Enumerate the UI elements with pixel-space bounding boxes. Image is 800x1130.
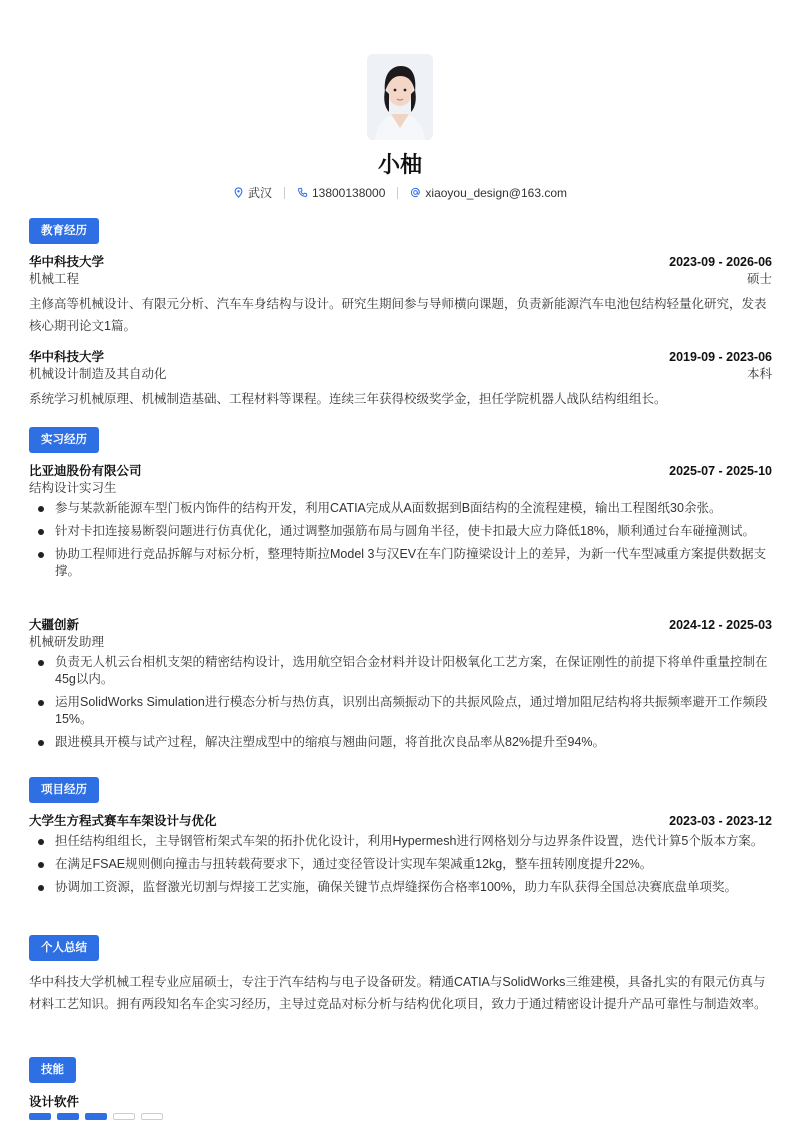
project-name: 大学生方程式赛车车架设计与优化	[29, 814, 217, 828]
email-text: xiaoyou_design@163.com	[425, 185, 568, 200]
education-period: 2023-09 - 2026-06	[669, 255, 772, 269]
profile-photo	[367, 54, 433, 140]
internship-role: 机械研发助理	[29, 635, 105, 649]
section-title-education: 教育经历	[29, 218, 99, 244]
education-item-header	[29, 349, 772, 366]
list-item: 参与某款新能源车型门板内饰件的结构开发，利用CATIA完成从A面数据到B面结构的全流程建模，输出工程图纸30余张。	[29, 500, 772, 517]
phone-icon	[297, 187, 308, 198]
city-text: 武汉	[247, 186, 272, 200]
skill-level-segment	[29, 1113, 51, 1120]
internship-bullets	[29, 500, 772, 586]
list-item: 运用SolidWorks Simulation进行模态分析与热仿真，识别出高频振动下的共振风险点，通过增加阻尼结构将共振频率避开工作频段15%。	[29, 694, 772, 728]
section-title-projects: 项目经历	[29, 777, 99, 803]
education-period: 2019-09 - 2023-06	[669, 350, 772, 364]
list-item: 针对卡扣连接易断裂问题进行仿真优化，通过调整加强筋布局与圆角半径，使卡扣最大应力降低18%，顺利通过台车碰撞测试。	[29, 523, 772, 540]
skill-level-segment	[113, 1113, 135, 1120]
contact-email	[410, 186, 567, 200]
project-item-header	[29, 813, 772, 830]
education-item-header	[29, 254, 772, 271]
degree: 本科	[746, 367, 772, 381]
at-sign-icon	[410, 187, 421, 198]
list-item: 跟进模具开模与试产过程，解决注塑成型中的缩痕与翘曲问题，将首批次良品率从82%提升至94%。	[29, 734, 772, 751]
internship-role-row	[29, 480, 772, 497]
project-bullets	[29, 833, 772, 902]
list-item: 协助工程师进行竞品拆解与对标分析，整理特斯拉Model 3与汉EV在车门防撞梁设计上的差异，为新一代车型减重方案提供数据支撑。	[29, 546, 772, 580]
internship-item-header	[29, 617, 772, 634]
list-item: 担任结构组组长，主导钢管桁架式车架的拓扑优化设计，利用Hypermesh进行网格划分与边界条件设置，迭代计算5个版本方案。	[29, 833, 772, 850]
list-item: 协调加工资源，监督激光切割与焊接工艺实施，确保关键节点焊缝探伤合格率100%，助力车队获得全国总决赛底盘单项奖。	[29, 879, 772, 896]
internship-period: 2025-07 - 2025-10	[669, 464, 772, 478]
section-title-internship: 实习经历	[29, 427, 99, 453]
education-item-sub	[29, 271, 772, 288]
school-name: 华中科技大学	[29, 255, 105, 269]
internship-role: 结构设计实习生	[29, 481, 117, 495]
phone-text: 13800138000	[311, 185, 386, 200]
contact-divider	[284, 187, 285, 199]
list-item: 在满足FSAE规则侧向撞击与扭转载荷要求下，通过变径管设计实现车架减重12kg，整车扭转刚度提升22%。	[29, 856, 772, 873]
company-name: 大疆创新	[29, 618, 80, 632]
internship-bullets	[29, 654, 772, 757]
skill-level-segment	[141, 1113, 163, 1120]
education-item-sub	[29, 366, 772, 383]
contact-info	[0, 184, 800, 201]
degree: 硕士	[746, 272, 772, 286]
internship-role-row	[29, 634, 772, 651]
skill-name: 设计软件	[29, 1095, 80, 1109]
major: 机械工程	[29, 272, 80, 286]
summary-text: 华中科技大学机械工程专业应届硕士，专注于汽车结构与电子设备研发。精通CATIA与SolidWorks三维建模，具备扎实的有限元仿真与材料工艺知识。拥有两段知名车企实习经历，主导过竞品对标分析与结构优化项目，致力于通过精密设计提升产品可靠性与制造效率。	[29, 975, 767, 1011]
contact-phone	[297, 186, 385, 200]
section-title-skills: 技能	[29, 1057, 76, 1083]
location-pin-icon	[233, 187, 244, 198]
skill-level-bars	[29, 1113, 163, 1120]
skill-level-segment	[57, 1113, 79, 1120]
education-description: 主修高等机械设计、有限元分析、汽车车身结构与设计。研究生期间参与导师横向课题，负责新能源汽车电池包结构轻量化研究，发表核心期刊论文1篇。	[29, 297, 767, 333]
skill-level-segment	[85, 1113, 107, 1120]
major: 机械设计制造及其自动化	[29, 367, 167, 381]
education-description: 系统学习机械原理、机械制造基础、工程材料等课程。连续三年获得校级奖学金，担任学院机器人战队结构组组长。	[29, 392, 667, 406]
internship-period: 2024-12 - 2025-03	[669, 618, 772, 632]
section-title-summary: 个人总结	[29, 935, 99, 961]
contact-divider	[397, 187, 398, 199]
company-name: 比亚迪股份有限公司	[29, 464, 142, 478]
internship-item-header	[29, 463, 772, 480]
project-period: 2023-03 - 2023-12	[669, 814, 772, 828]
list-item: 负责无人机云台相机支架的精密结构设计，选用航空铝合金材料并设计阳极氧化工艺方案，在保证刚性的前提下将单件重量控制在45g以内。	[29, 654, 772, 688]
candidate-name: 小柚	[377, 152, 422, 177]
school-name: 华中科技大学	[29, 350, 105, 364]
contact-city	[233, 184, 272, 201]
